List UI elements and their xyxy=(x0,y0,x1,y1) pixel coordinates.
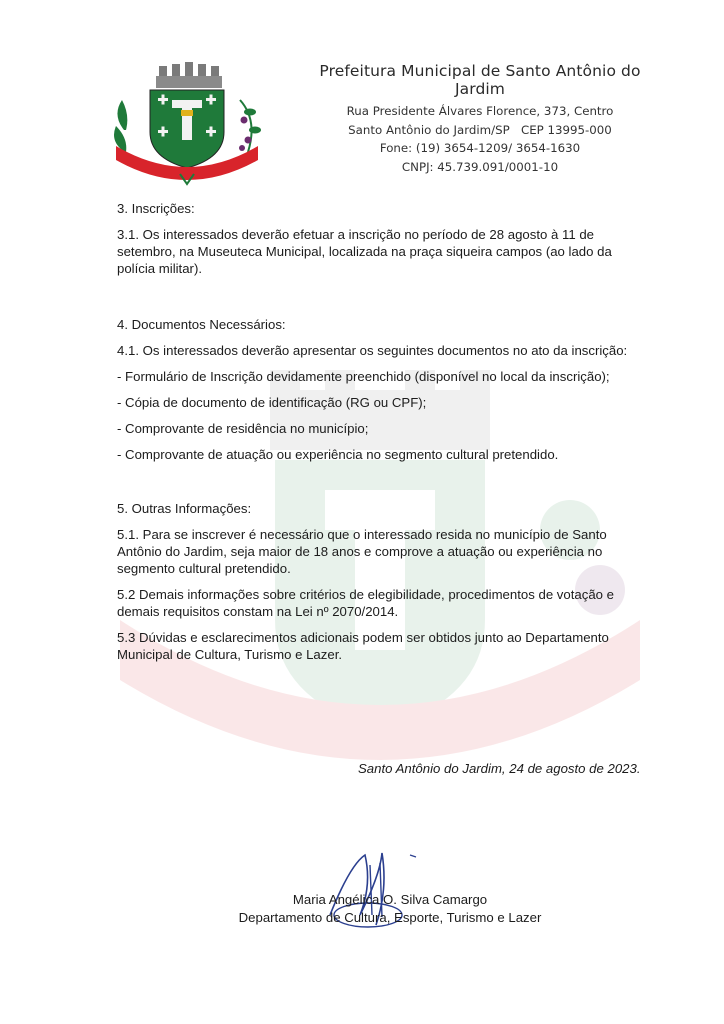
document-body xyxy=(117,200,637,672)
section-5-2-paragraph: 5.2 Demais informações sobre critérios de elegibilidade, procedimentos de votação e demais requisitos constam na Lei nº 2070/2014. xyxy=(117,587,614,619)
signature-block xyxy=(200,891,580,927)
section-4-heading: 4. Documentos Necessários: xyxy=(117,317,286,332)
section-3-1-paragraph: 3.1. Os interessados deverão efetuar a inscrição no período de 28 agosto à 11 de setembro, na Museuteca Municipal, localizada na praça siqueira campos (ao lado da polícia militar). xyxy=(117,227,612,276)
document-list-item: - Formulário de Inscrição devidamente preenchido (disponível no local da inscrição); xyxy=(117,369,610,384)
signatory-name: Maria Angélica O. Silva Camargo xyxy=(292,892,488,907)
signatory-department: Departamento de Cultura, Esporte, Turismo e Lazer xyxy=(238,910,542,925)
city-cep-line: Santo Antônio do Jardim/SP CEP 13995-000 xyxy=(348,122,612,137)
date-line: Santo Antônio do Jardim, 24 de agosto de 2023. xyxy=(358,761,641,776)
document-list-item: - Comprovante de residência no município; xyxy=(117,421,369,436)
section-5-heading: 5. Outras Informações: xyxy=(117,501,252,516)
municipal-crest-logo xyxy=(112,60,262,188)
phone-line: Fone: (19) 3654-1209/ 3654-1630 xyxy=(379,141,581,155)
section-4-1-paragraph: 4.1. Os interessados deverão apresentar os seguintes documentos no ato da inscrição: xyxy=(117,343,628,358)
section-3-heading: 3. Inscrições: xyxy=(117,201,195,216)
section-5-1-paragraph: 5.1. Para se inscrever é necessário que o interessado resida no município de Santo Antônio do Jardim, seja maior de 18 anos e comprove a atuação ou experiência no segmento cultural pretendido. xyxy=(117,527,607,576)
address-line: Rua Presidente Álvares Florence, 373, Centro xyxy=(346,104,614,118)
letterhead xyxy=(300,62,660,176)
section-5-3-paragraph: 5.3 Dúvidas e esclarecimentos adicionais podem ser obtidos junto ao Departamento Municipal de Cultura, Turismo e Lazer. xyxy=(117,630,609,662)
cnpj-line: CNPJ: 45.739.091/0001-10 xyxy=(401,159,559,174)
document-list-item: - Comprovante de atuação ou experiência no segmento cultural pretendido. xyxy=(117,447,559,462)
document-list-item: - Cópia de documento de identificação (RG ou CPF); xyxy=(117,395,427,410)
organization-name: Prefeitura Municipal de Santo Antônio do Jardim xyxy=(319,62,641,98)
